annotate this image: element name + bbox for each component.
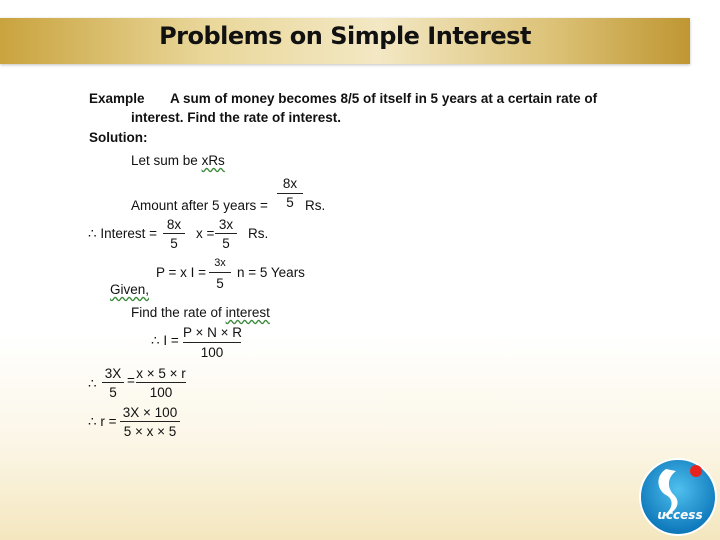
step-therefore: ∴ bbox=[88, 376, 97, 391]
amount-numerator: 8x bbox=[282, 176, 298, 191]
logo-text: uccess bbox=[657, 508, 703, 522]
interest-fraction-2-num: 3x bbox=[218, 217, 234, 232]
step-rhs-num: x × 5 × r bbox=[136, 366, 186, 381]
r-denominator: 5 × x × 5 bbox=[123, 424, 177, 439]
success-logo bbox=[636, 455, 718, 537]
solution-label: Solution: bbox=[89, 130, 148, 145]
step-lhs-den: 5 bbox=[109, 385, 117, 400]
interest-fraction-2-bar bbox=[215, 233, 237, 234]
formula-label: ∴ I = bbox=[151, 333, 179, 348]
step-equals: = bbox=[127, 373, 135, 388]
interest-middle: x = bbox=[196, 226, 215, 241]
example-line-1: A sum of money becomes 8/5 of itself in 5 years at a certain rate of bbox=[170, 91, 598, 106]
amount-denominator: 5 bbox=[286, 195, 294, 210]
formula-fraction-bar bbox=[183, 342, 241, 343]
slide-title: Problems on Simple Interest bbox=[159, 22, 531, 50]
given-n: n = 5 Years bbox=[237, 265, 305, 280]
r-fraction-bar bbox=[120, 421, 180, 422]
amount-fraction-bar bbox=[277, 193, 303, 194]
amount-label: Amount after 5 years = bbox=[131, 198, 268, 213]
r-numerator: 3X × 100 bbox=[122, 405, 178, 420]
interest-unit: Rs. bbox=[248, 226, 269, 241]
interest-fraction-1-num: 8x bbox=[166, 217, 182, 232]
formula-denominator: 100 bbox=[200, 345, 224, 360]
step-rhs-den: 100 bbox=[149, 385, 173, 400]
example-label: Example bbox=[89, 91, 145, 106]
amount-unit: Rs. bbox=[305, 198, 326, 213]
r-label: ∴ r = bbox=[88, 414, 117, 429]
interest-fraction-1-den: 5 bbox=[170, 236, 178, 251]
formula-numerator: P × N × R bbox=[183, 325, 243, 340]
step-lhs-bar bbox=[102, 382, 124, 383]
given-interest-num: 3x bbox=[214, 257, 226, 269]
given-values: P = x I = bbox=[156, 265, 207, 280]
interest-fraction-2-den: 5 bbox=[222, 236, 230, 251]
given-interest-den: 5 bbox=[216, 276, 224, 291]
given-label: Given, bbox=[110, 282, 150, 297]
example-line-2: interest. Find the rate of interest. bbox=[131, 110, 342, 125]
let-sum-text: Let sum be xRs bbox=[131, 153, 225, 168]
given-interest-bar bbox=[209, 272, 231, 273]
interest-fraction-1-bar bbox=[163, 233, 185, 234]
find-rate-text: Find the rate of interest bbox=[131, 305, 270, 320]
step-rhs-bar bbox=[136, 382, 186, 383]
interest-label: ∴ Interest = bbox=[88, 226, 157, 241]
step-lhs-num: 3X bbox=[104, 366, 122, 381]
